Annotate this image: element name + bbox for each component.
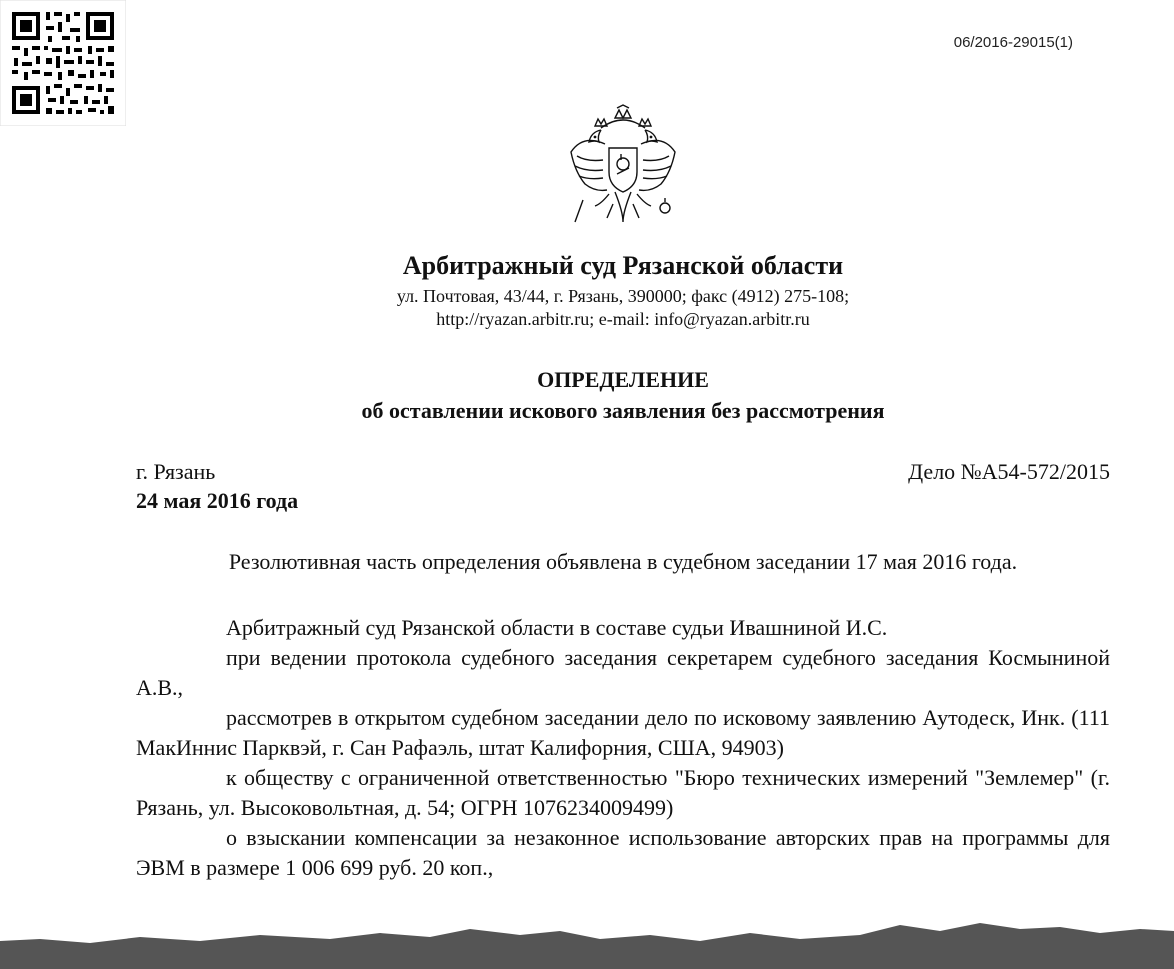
document-title: ОПРЕДЕЛЕНИЕ bbox=[537, 367, 709, 392]
body-paragraph: при ведении протокола судебного заседания секретарем судебного заседания Космыниной А.В., bbox=[136, 645, 1110, 700]
court-contacts: http://ryazan.arbitr.ru; e-mail: info@ryazan.arbitr.ru bbox=[436, 309, 810, 329]
document-subtitle: об оставлении искового заявления без рассмотрения bbox=[361, 398, 885, 423]
court-address: ул. Почтовая, 43/44, г. Рязань, 390000; факс (4912) 275-108; bbox=[396, 286, 850, 306]
document-date: 24 мая 2016 года bbox=[136, 488, 299, 513]
body-paragraph: о взыскании компенсации за незаконное использование авторских прав на программы для ЭВМ в размере 1 006 699 руб. 20 коп., bbox=[136, 825, 1110, 880]
body-paragraph: рассмотрев в открытом судебном заседании дело по исковому заявлению Аутодеск, Инк. (111 МакИннис Парквэй, г. Сан Рафаэль, штат Калифорния, США, 94903) bbox=[136, 705, 1110, 760]
case-number: Дело №А54-572/2015 bbox=[908, 459, 1110, 484]
court-name: Арбитражный суд Рязанской области bbox=[402, 251, 844, 280]
torn-page-edge bbox=[0, 915, 1174, 969]
qr-code-icon bbox=[0, 0, 126, 126]
document-body bbox=[136, 613, 1110, 883]
document-city: г. Рязань bbox=[136, 459, 216, 484]
body-paragraph: к обществу с ограниченной ответственностью "Бюро технических измерений "Землемер" (г. Рязань, ул. Высоковольтная, д. 54; ОГРН 1076234009499) bbox=[136, 765, 1110, 820]
resolution-note: Резолютивная часть определения объявлена в судебном заседании 17 мая 2016 года. bbox=[228, 549, 1018, 574]
coat-of-arms-emblem bbox=[565, 104, 681, 230]
body-paragraph: Арбитражный суд Рязанской области в составе судьи Ивашниной И.С. bbox=[226, 615, 888, 640]
document-number: 06/2016-29015(1) bbox=[953, 34, 1073, 51]
